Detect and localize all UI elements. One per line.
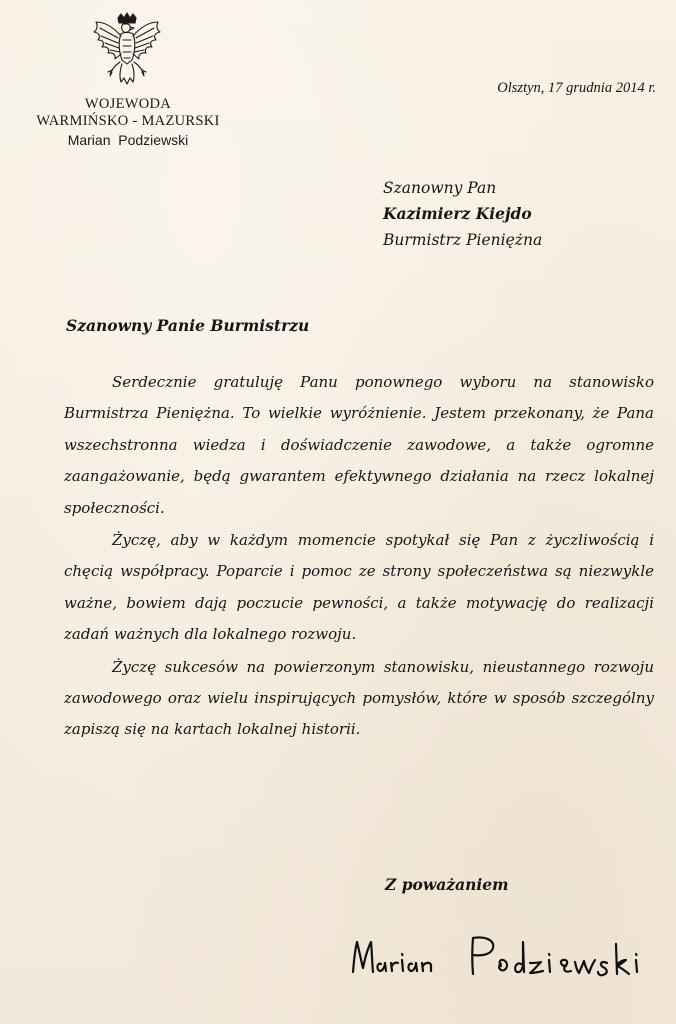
recipient-name: Kazimierz Kiejdo	[383, 204, 532, 223]
letter-body	[64, 367, 654, 746]
salutation: Szanowny Panie Burmistrzu	[66, 316, 310, 335]
recipient-block	[383, 175, 542, 253]
handwritten-signature	[345, 930, 665, 990]
sender-office-line2: WARMIŃSKO - MAZURSKI	[36, 113, 220, 129]
closing: Z poważaniem	[385, 875, 509, 894]
body-paragraph: Życzę, aby w każdym momencie spotykał się Pan z życzliwością i chęcią współpracy. Poparcie i pomoc ze strony społeczeństwa są niezwykle ważne, bowiem dają poczucie pewności, a także motywację do realizacji zadań ważnych dla lokalnego rozwoju.	[64, 531, 654, 644]
body-paragraph: Życzę sukcesów na powierzonym stanowisku, nieustannego rozwoju zawodowego oraz wielu inspirujących pomysłów, które w sposób szczególny zapiszą się na kartach lokalnej historii.	[64, 657, 654, 739]
sender-person: Marian Podziewski	[67, 132, 189, 148]
eagle-emblem-icon	[90, 12, 164, 90]
body-paragraph: Serdecznie gratuluję Panu ponownego wyboru na stanowisko Burmistrza Pieniężna. To wielkie wyróżnienie. Jestem przekonany, że Pana wszechstronna wiedza i doświadczenie zawodowe, a także ogromne zaangażowanie, będą gwarantem efektywnego działania na rzecz lokalnej społeczności.	[64, 373, 654, 517]
sender-office-line1: WOJEWODA	[84, 96, 172, 112]
recipient-title: Burmistrz Pieniężna	[383, 231, 543, 249]
letter-date: Olsztyn, 17 grudnia 2014 r.	[497, 80, 656, 96]
sender-block	[18, 96, 238, 149]
recipient-greeting: Szanowny Pan	[383, 179, 497, 197]
